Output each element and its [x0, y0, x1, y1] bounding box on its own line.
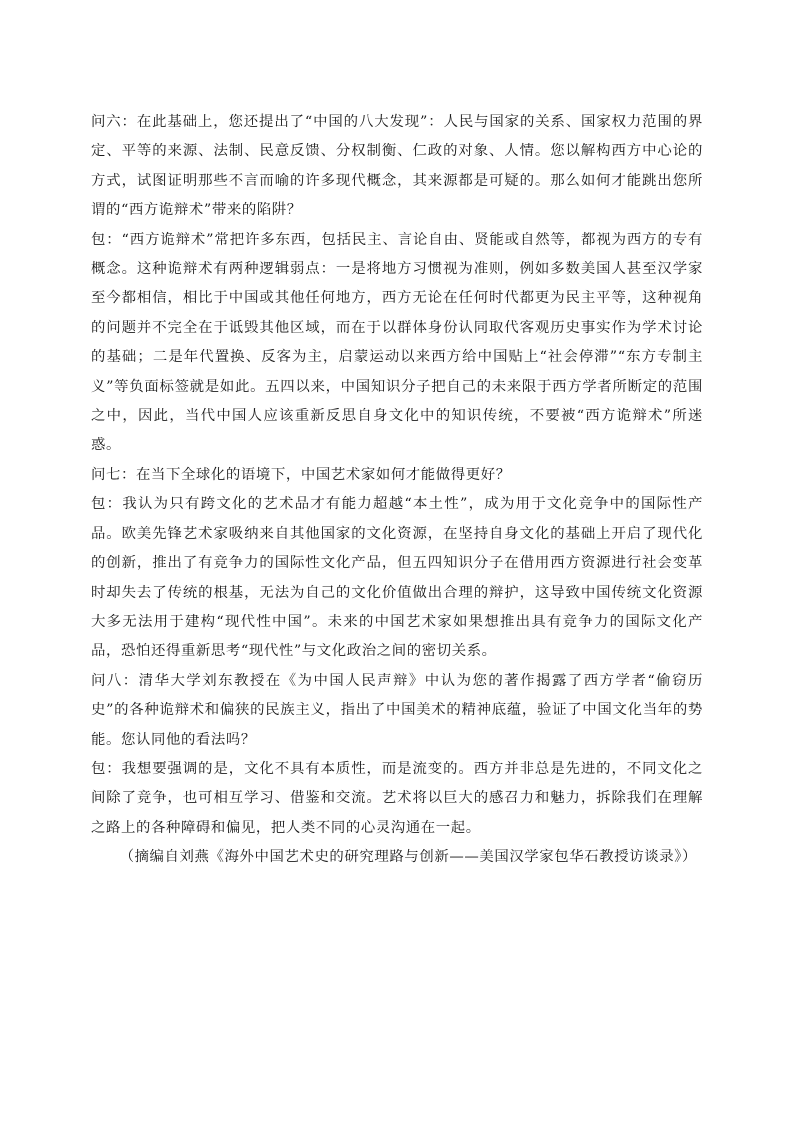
answer-eight-paragraph: 包：我想要强调的是，文化不具有本质性，而是流变的。西方并非总是先进的，不同文化之间除了竞争，也可相互学习、借鉴和交流。艺术将以巨大的感召力和魅力，拆除我们在理解之路上的各种障碍和偏见，把人类不同的心灵沟通在一起。: [91, 760, 703, 836]
answer-seven-paragraph: 包：我认为只有跨文化的艺术品才有能力超越“本土性”，成为用于文化竞争中的国际性产品。欧美先锋艺术家吸纳来自其他国家的文化资源，在坚持自身文化的基础上开启了现代化的创新，推出了有竞争力的国际性文化产品，但五四知识分子在借用西方资源进行社会变革时却失去了传统的根基，无法为自己的文化价值做出合理的辩护，这导致中国传统文化资源大多无法用于建构“现代性中国”。未来的中国艺术家如果想推出具有竞争力的国际文化产品，恐怕还得重新思考“现代性”与文化政治之间的密切关系。: [91, 496, 703, 660]
source-citation: （摘编自刘燕《海外中国艺术史的研究理路与创新——美国汉学家包华石教授访谈录》）: [119, 849, 697, 866]
question-six-paragraph: 问六：在此基础上，您还提出了“中国的八大发现”：人民与国家的关系、国家权力范围的界定、平等的来源、法制、民意反馈、分权制衡、仁政的对象、人情。您以解构西方中心论的方式，试图证明那些不言而喻的许多现代概念，其来源都是可疑的。那么如何才能跳出您所谓的“西方诡辩术”带来的陷阱？: [91, 114, 703, 219]
article-body: [91, 108, 703, 873]
answer-six-paragraph: 包：“西方诡辩术”常把许多东西，包括民主、言论自由、贤能或自然等，都视为西方的专有概念。这种诡辩术有两种逻辑弱点：一是将地方习惯视为准则，例如多数美国人甚至汉学家至今都相信，相比于中国或其他任何地方，西方无论在任何时代都更为民主平等，这种视角的问题并不完全在于诋毁其他区域，而在于以群体身份认同取代客观历史事实作为学术讨论的基础；二是年代置换、反客为主，启蒙运动以来西方给中国贴上“社会停滞”“东方专制主义”等负面标签就是如此。五四以来，中国知识分子把自己的未来限于西方学者所断定的范围之中，因此，当代中国人应该重新反思自身文化中的知识传统，不要被“西方诡辩术”所迷惑。: [91, 231, 703, 454]
question-seven-paragraph: 问七：在当下全球化的语境下，中国艺术家如何才能做得更好？: [91, 466, 511, 483]
question-eight-paragraph: 问八：清华大学刘东教授在《为中国人民声辩》中认为您的著作揭露了西方学者“偷窃历史”的各种诡辩术和偏狭的民族主义，指出了中国美术的精神底蕴，验证了中国文化当年的势能。您认同他的看法吗？: [91, 672, 703, 748]
